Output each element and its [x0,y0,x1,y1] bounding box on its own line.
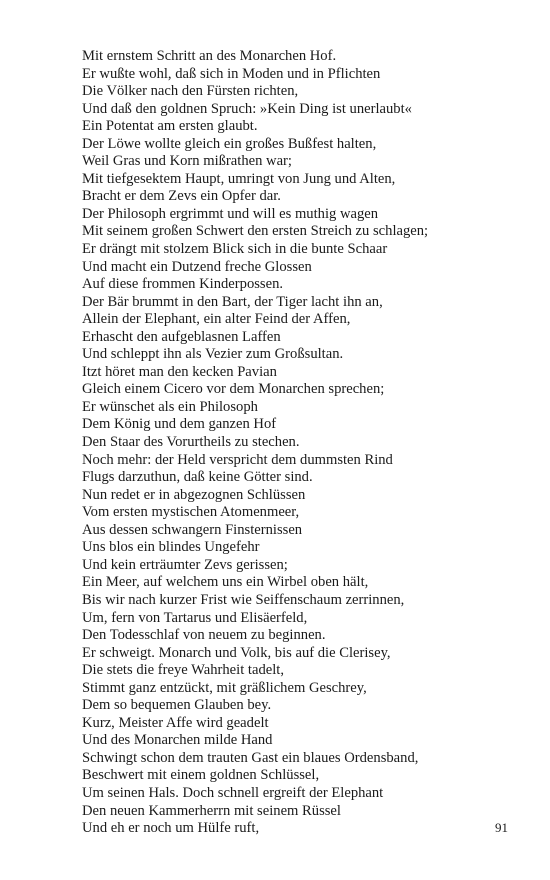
poem-line: Flugs darzuthun, daß keine Götter sind. [82,469,313,486]
poem-line: Und schleppt ihn als Vezier zum Großsultan. [82,346,344,363]
poem-line: Der Philosoph ergrimmt und will es muthig wagen [82,205,379,222]
poem-line: Noch mehr: der Held verspricht dem dummsten Rind [82,451,393,468]
poem-line: Der Löwe wollte gleich ein großes Bußfest halten, [82,135,377,152]
poem-line: Er drängt mit stolzem Blick sich in die bunte Schaar [82,241,388,258]
poem-line: Mit seinem großen Schwert den ersten Streich zu schlagen; [82,223,429,240]
poem-line: Um seinen Hals. Doch schnell ergreift der Elephant [82,784,384,801]
poem-line: Die stets die freye Wahrheit tadelt, [82,662,284,679]
poem-line: Weil Gras und Korn mißrathen war; [82,153,292,170]
poem-line: Auf diese frommen Kinderpossen. [82,276,284,293]
poem-line: Die Völker nach den Fürsten richten, [82,83,299,100]
poem-line: Den neuen Kammerherrn mit seinem Rüssel [82,802,341,819]
poem-line: Und daß den goldnen Spruch: »Kein Ding ist unerlaubt« [82,100,412,117]
poem-line: Kurz, Meister Affe wird geadelt [82,714,269,731]
poem-line: Er schweigt. Monarch und Volk, bis auf die Clerisey, [82,644,391,661]
poem-line: Allein der Elephant, ein alter Feind der Affen, [82,311,351,328]
poem-line: Mit tiefgesektem Haupt, umringt von Jung und Alten, [82,170,396,187]
poem-line: Uns blos ein blindes Ungefehr [82,539,260,556]
poem-line: Mit ernstem Schritt an des Monarchen Hof. [82,48,337,64]
poem-line: Und macht ein Dutzend freche Glossen [82,258,312,275]
poem-line: Dem König und dem ganzen Hof [82,416,277,433]
poem-line: Bracht er dem Zevs ein Opfer dar. [82,188,281,205]
poem-line: Bis wir nach kurzer Frist wie Seiffenschaum zerrinnen, [82,591,405,608]
poem-line: Schwingt schon dem trauten Gast ein blaues Ordensband, [82,749,419,766]
poem-line: Beschwert mit einem goldnen Schlüssel, [82,767,320,784]
poem-line: Den Staar des Vorurtheils zu stechen. [82,434,300,451]
poem-line: Ein Meer, auf welchem uns ein Wirbel oben hält, [82,574,369,591]
poem-line: Er wünschet als ein Philosoph [82,398,258,415]
poem-line: Itzt höret man den kecken Pavian [82,363,277,380]
poem-line: Nun redet er in abgezognen Schlüssen [82,486,306,503]
poem-text [82,48,522,838]
poem-line: Erhascht den aufgeblasnen Laffen [82,328,281,345]
poem-line: Aus dessen schwangern Finsternissen [82,521,303,538]
poem-line: Ein Potentat am ersten glaubt. [82,118,258,135]
poem-line: Um, fern von Tartarus und Elisäerfeld, [82,609,308,626]
poem-line: Den Todesschlaf von neuem zu beginnen. [82,627,326,644]
poem-line: Gleich einem Cicero vor dem Monarchen sprechen; [82,381,385,398]
poem-line: Und eh er noch um Hülfe ruft, [82,820,260,837]
page-number: 91 [495,820,508,835]
poem-line: Vom ersten mystischen Atomenmeer, [82,504,300,521]
poem-line: Der Bär brummt in den Bart, der Tiger lacht ihn an, [82,293,383,310]
poem-line: Er wußte wohl, daß sich in Moden und in Pflichten [82,65,381,82]
poem-line: Und des Monarchen milde Hand [82,732,273,749]
poem-line: Stimmt ganz entzückt, mit gräßlichem Geschrey, [82,679,367,696]
poem-line: Und kein erträumter Zevs gerissen; [82,556,288,573]
poem-line: Dem so bequemen Glauben bey. [82,697,272,714]
